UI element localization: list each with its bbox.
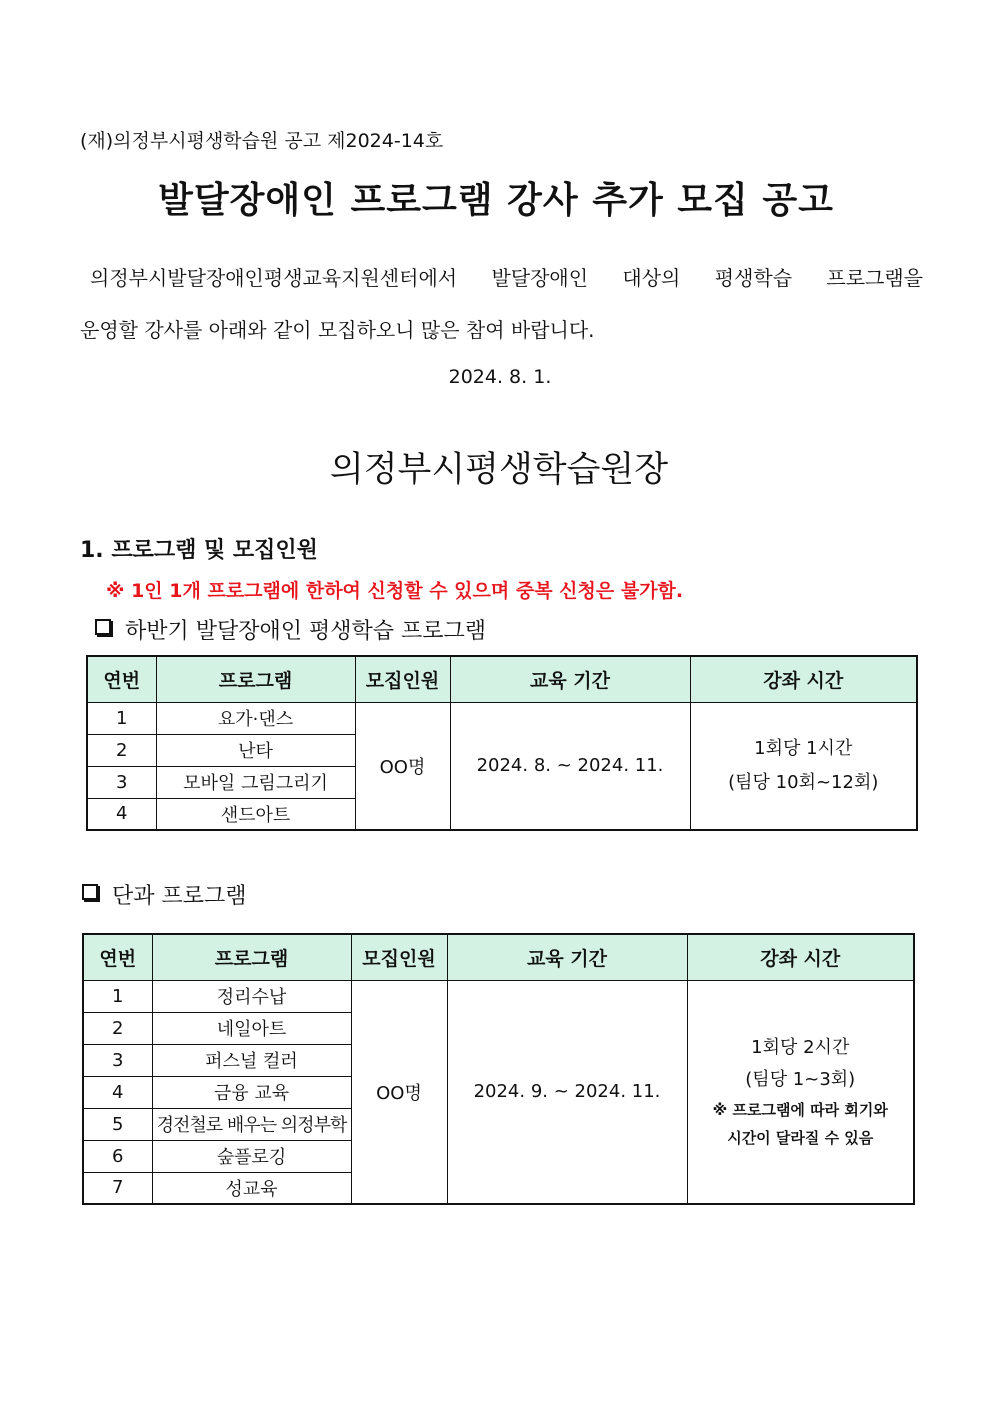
- row-number: 3: [83, 1044, 152, 1076]
- education-period: 2024. 8. ~ 2024. 11.: [450, 702, 690, 830]
- row-number: 1: [83, 980, 152, 1012]
- row-number: 3: [87, 766, 156, 798]
- row-number: 2: [87, 734, 156, 766]
- program-name: 난타: [156, 734, 355, 766]
- header-cell: 모집인원: [351, 934, 447, 980]
- class-time-line-2: (팀당 10회~12회): [728, 771, 879, 793]
- header-cell: 교육 기간: [450, 656, 690, 702]
- signer: 의정부시평생학습원장: [329, 450, 669, 490]
- program-name: 경전철로 배우는 의정부학: [152, 1108, 351, 1140]
- row-number: 1: [87, 702, 156, 734]
- intro-line-1: 의정부시발달장애인평생교육지원센터에서 발달장애인 대상의 평생학습 프로그램을: [90, 266, 923, 290]
- recruit-count: OO명: [351, 980, 447, 1204]
- program-name: 샌드아트: [156, 798, 355, 830]
- class-time-note-2: 시간이 달라질 수 있음: [727, 1128, 874, 1147]
- program-name: 정리수납: [152, 980, 351, 1012]
- header-cell: 모집인원: [355, 656, 450, 702]
- table-row: [87, 702, 917, 734]
- row-number: 4: [83, 1076, 152, 1108]
- class-time: [690, 702, 917, 830]
- program-name: 금융 교육: [152, 1076, 351, 1108]
- program-name: 성교육: [152, 1172, 351, 1204]
- intro-line-2: 운영할 강사를 아래와 같이 모집하오니 많은 참여 바랍니다.: [80, 318, 595, 342]
- program-name: 퍼스널 컬러: [152, 1044, 351, 1076]
- notice-number: (재)의정부시평생학습원 공고 제2024-14호: [80, 130, 444, 152]
- header-cell: 연번: [87, 656, 156, 702]
- program-table-2: [82, 933, 915, 1205]
- notice-date: 2024. 8. 1.: [448, 366, 552, 388]
- program-table-1: [86, 655, 918, 831]
- header-cell: 강좌 시간: [690, 656, 917, 702]
- class-time: [687, 980, 914, 1204]
- class-time-line-1: 1회당 1시간: [754, 737, 853, 759]
- page-title: 발달장애인 프로그램 강사 추가 모집 공고: [158, 180, 834, 221]
- table2-caption: [82, 879, 247, 910]
- class-time-line-1: 1회당 2시간: [751, 1036, 850, 1058]
- row-number: 2: [83, 1012, 152, 1044]
- row-number: 5: [83, 1108, 152, 1140]
- row-number: 4: [87, 798, 156, 830]
- section-heading: 1. 프로그램 및 모집인원: [80, 538, 318, 563]
- header-cell: 프로그램: [156, 656, 355, 702]
- class-time-note-1: ※ 프로그램에 따라 회기와: [712, 1100, 888, 1119]
- header-cell: 강좌 시간: [687, 934, 914, 980]
- warning-note: ※ 1인 1개 프로그램에 한하여 신청할 수 있으며 중복 신청은 불가함.: [106, 580, 684, 602]
- table-row: [83, 980, 914, 1012]
- checkbox-bullet-icon: [95, 619, 111, 635]
- header-cell: 연번: [83, 934, 152, 980]
- class-time-line-2: (팀당 1~3회): [745, 1068, 856, 1090]
- table-header-row: [83, 934, 914, 980]
- header-cell: 교육 기간: [447, 934, 687, 980]
- table2-caption-text: 단과 프로그램: [112, 884, 247, 909]
- header-cell: 프로그램: [152, 934, 351, 980]
- program-name: 요가·댄스: [156, 702, 355, 734]
- education-period: 2024. 9. ~ 2024. 11.: [447, 980, 687, 1204]
- row-number: 6: [83, 1140, 152, 1172]
- program-name: 모바일 그림그리기: [156, 766, 355, 798]
- table1-caption: [95, 614, 486, 645]
- program-name: 숲플로깅: [152, 1140, 351, 1172]
- checkbox-bullet-icon: [82, 884, 98, 900]
- program-name: 네일아트: [152, 1012, 351, 1044]
- table1-caption-text: 하반기 발달장애인 평생학습 프로그램: [125, 619, 487, 644]
- recruit-count: OO명: [355, 702, 450, 830]
- row-number: 7: [83, 1172, 152, 1204]
- table-header-row: [87, 656, 917, 702]
